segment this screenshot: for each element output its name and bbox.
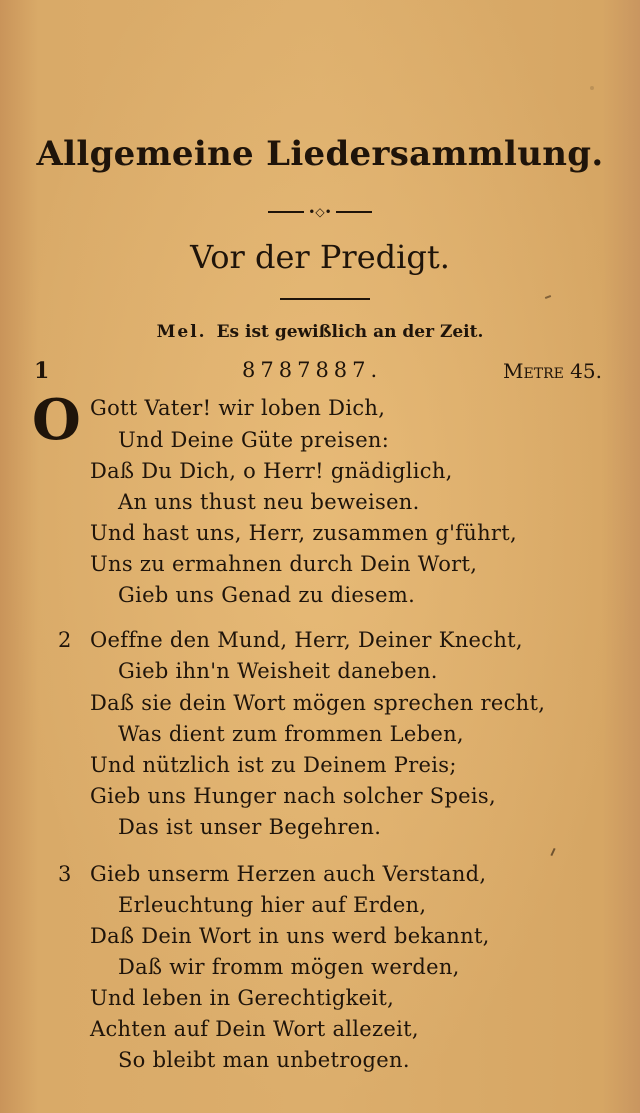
ornament-divider <box>0 204 640 220</box>
verse-line: Gott Vater! wir loben Dich, <box>90 396 386 420</box>
section-rule <box>280 298 370 300</box>
verse-line: Und leben in Gerechtigkeit, <box>90 986 395 1010</box>
melody-tune: Es ist gewißlich an der Zeit. <box>216 322 484 342</box>
verse-line: Was dient zum frommen Leben, <box>118 722 464 746</box>
verse-line: Das ist unser Begehren. <box>118 815 382 839</box>
verse-line: Erleuchtung hier auf Erden, <box>118 893 427 917</box>
verse-line: Uns zu ermahnen durch Dein Wort, <box>90 552 478 576</box>
verse-line: Gieb unserm Herzen auch Verstand, <box>90 862 487 886</box>
drop-cap-initial: O <box>32 387 81 453</box>
ornament-right-bar <box>336 211 372 213</box>
verse-line: Daß wir fromm mögen werden, <box>118 955 460 979</box>
metre-label: Metre 45. <box>503 359 602 383</box>
verse-number: 2 <box>58 628 72 652</box>
verse-line: Achten auf Dein Wort allezeit, <box>90 1017 419 1041</box>
ornament-left-bar <box>268 211 304 213</box>
melody-prefix: Mel. <box>156 322 207 342</box>
verse-line: Gieb uns Hunger nach solcher Speis, <box>90 784 496 808</box>
melody-line <box>0 322 640 342</box>
hymn-meter: 8787887. <box>242 358 383 382</box>
hymn-number: 1 <box>34 358 50 384</box>
paper-speck <box>550 848 555 856</box>
paper-speck <box>590 86 594 90</box>
verse-line: Und Deine Güte preisen: <box>118 428 390 452</box>
verse-line: Gieb ihn'n Weisheit daneben. <box>118 659 438 683</box>
page-title: Allgemeine Liedersammlung. <box>36 134 604 174</box>
verse-line: Und hast uns, Herr, zusammen g'führt, <box>90 521 517 545</box>
verse-line: An uns thust neu beweisen. <box>118 490 420 514</box>
verse-line: So bleibt man unbetrogen. <box>118 1048 410 1072</box>
verse-number: 3 <box>58 862 72 886</box>
verse-line: Daß Du Dich, o Herr! gnädiglich, <box>90 459 453 483</box>
verse-line: Daß sie dein Wort mögen sprechen recht, <box>90 691 546 715</box>
verse-line: Oeffne den Mund, Herr, Deiner Knecht, <box>90 628 523 652</box>
paper-speck <box>545 295 551 299</box>
verse-line: Und nützlich ist zu Deinem Preis; <box>90 753 457 777</box>
verse-line: Daß Dein Wort in uns werd bekannt, <box>90 924 490 948</box>
verse-line: Gieb uns Genad zu diesem. <box>118 583 416 607</box>
ornament-mark: •◇• <box>308 205 332 219</box>
section-heading: Vor der Predigt. <box>190 238 450 276</box>
